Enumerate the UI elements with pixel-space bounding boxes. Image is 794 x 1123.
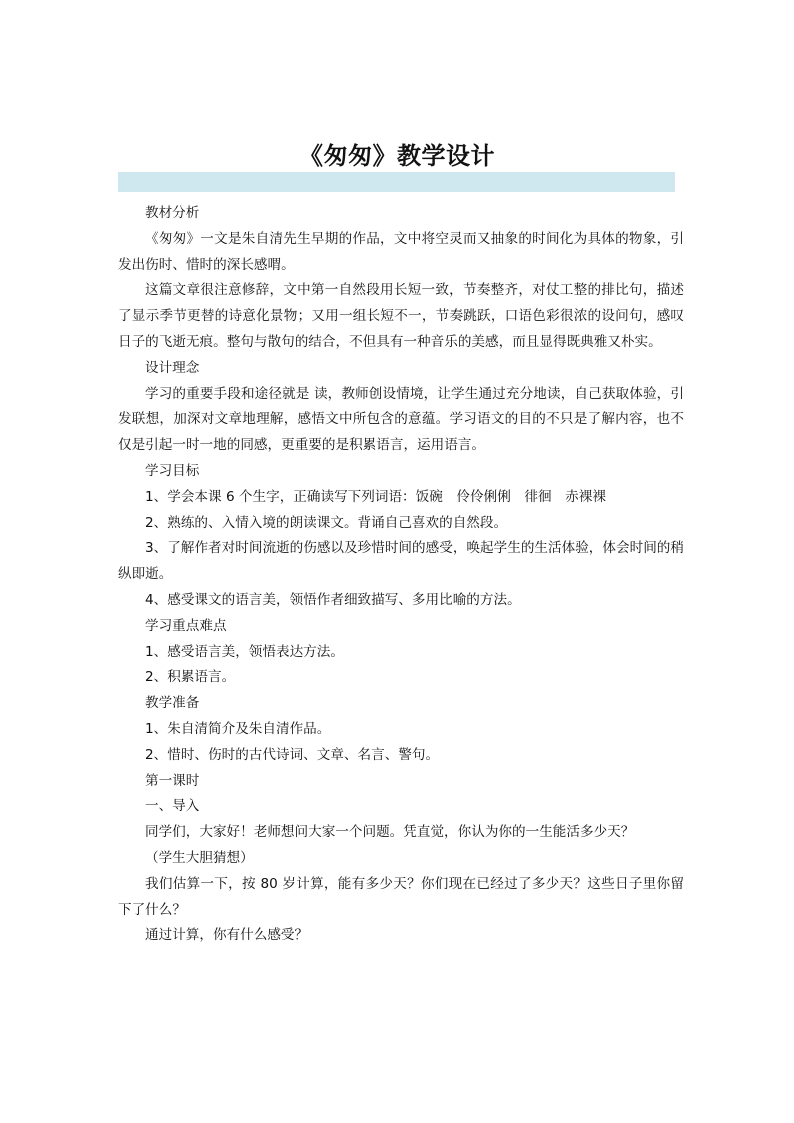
paragraph: 《匆匆》一文是朱自清先生早期的作品，文中将空灵而又抽象的时间化为具体的物象，引发出伤时、惜时的深长感喟。: [118, 230, 684, 273]
section-heading-objectives: 学习目标: [145, 462, 200, 479]
objective-item: 4、感受课文的语言美，领悟作者细致描写、多用比喻的方法。: [145, 591, 521, 608]
paragraph: 这篇文章很注意修辞，文中第一自然段用长短一致，节奏整齐，对仗工整的排比句，描述了显示季节更替的诗意化景物；又用一组长短不一，节奏跳跃，口语色彩很浓的设问句，感叹日子的飞逝无痕。整句与散句的结合，不但具有一种音乐的美感，而且显得既典雅又朴实。: [118, 282, 684, 350]
paragraph: 通过计算，你有什么感受？: [145, 927, 309, 944]
title-highlight-band: [118, 172, 675, 192]
objective-item: 2、熟练的、入情入境的朗读课文。背诵自己喜欢的自然段。: [145, 514, 508, 531]
section-heading-key-points: 学习重点难点: [145, 617, 227, 634]
key-point-item: 1、感受语言美，领悟表达方法。: [145, 643, 344, 660]
document-body: [118, 201, 684, 949]
preparation-item: 2、惜时、伤时的古代诗词、文章、名言、警句。: [145, 746, 440, 763]
section-heading-materials: 教材分析: [145, 205, 200, 221]
section-heading-first-lesson: 第一课时: [145, 772, 200, 789]
section-heading-concept: 设计理念: [145, 359, 200, 376]
objective-item: 3、了解作者对时间流逝的伤感以及珍惜时间的感受，唤起学生的生活体验，体会时间的稍纵即逝。: [118, 540, 684, 583]
preparation-item: 1、朱自清简介及朱自清作品。: [145, 720, 331, 737]
paragraph: 我们估算一下，按 80 岁计算，能有多少天？你们现在已经过了多少天？这些日子里你留下了什么？: [118, 875, 684, 918]
paragraph: 学习的重要手段和途径就是 读，教师创设情境，让学生通过充分地读，自己获取体验，引发联想，加深对文章地理解，感悟文中所包含的意蕴。学习语文的目的不只是了解内容，也不仅是引起一时一地的同感，更重要的是积累语言，运用语言。: [118, 385, 684, 454]
section-heading-preparation: 教学准备: [145, 695, 200, 712]
document-title: 《匆匆》教学设计: [299, 142, 495, 170]
section-heading-introduction: 一、导入: [145, 798, 200, 815]
objective-item: 1、学会本课 6 个生字，正确读写下列词语：饭碗 伶伶俐俐 徘徊 赤裸裸: [145, 488, 606, 505]
paragraph: （学生大胆猜想）: [145, 849, 254, 866]
key-point-item: 2、积累语言。: [145, 669, 236, 686]
paragraph: 同学们，大家好！老师想问大家一个问题。凭直觉，你认为你的一生能活多少天？: [145, 824, 635, 841]
